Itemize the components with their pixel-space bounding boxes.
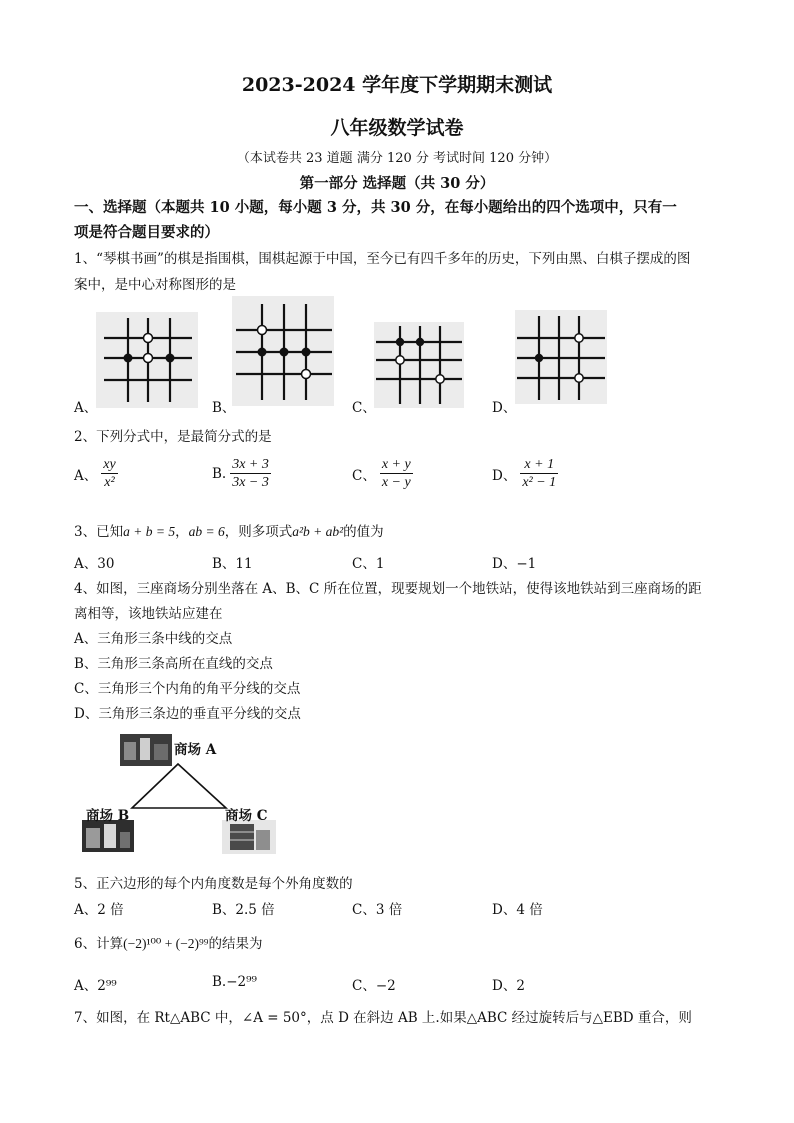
- q4-figure: [80, 728, 280, 856]
- q2-option-c: [352, 456, 413, 491]
- mall-triangle: [132, 764, 226, 808]
- q2-option-b: [212, 456, 271, 491]
- q1-line1: 1、“琴棋书画”的棋是指围棋，围棋起源于中国，至今已有四千多年的历史，下列由黑、白棋子摆成的图: [74, 251, 691, 267]
- q3-option-a: A、30: [74, 556, 115, 572]
- q5-option-a: A、2 倍: [74, 902, 124, 918]
- q2-a-den: x²: [104, 475, 115, 490]
- q5-stem: 5、正六边形的每个内角度数是每个外角度数的: [74, 876, 353, 892]
- white-stone: [575, 334, 583, 342]
- q4-option-c: C、三角形三个内角的角平分线的交点: [74, 681, 301, 697]
- q2-c-fraction: [380, 456, 413, 491]
- q2-b-fraction: [230, 456, 271, 491]
- go-board-d: [515, 310, 607, 404]
- go-board-a: [96, 312, 198, 408]
- black-stone: [416, 338, 424, 346]
- q2-stem: 2、下列分式中，是最简分式的是: [74, 429, 272, 445]
- q2-a-label: A、: [74, 467, 98, 484]
- go-board-b: [232, 296, 334, 406]
- q2-a-fraction: [101, 456, 117, 491]
- q3-cond2: ab = 6: [188, 524, 225, 539]
- mall-c-label: 商场 C: [225, 808, 268, 824]
- q4-option-a: A、三角形三条中线的交点: [74, 631, 233, 647]
- part1-heading: 第一部分 选择题（共 30 分）: [299, 175, 495, 192]
- exam-subtitle: 八年级数学试卷: [330, 117, 464, 139]
- q2-d-num: x + 1: [524, 457, 555, 472]
- mall-b-photo: [82, 820, 134, 852]
- q4-option-d: D、三角形三条边的垂直平分线的交点: [74, 706, 301, 722]
- black-stone: [280, 348, 289, 357]
- q2-a-num: xy: [103, 457, 116, 472]
- q3-expr: a²b + ab²: [292, 524, 344, 539]
- q1-line2: 案中，是中心对称图形的是: [74, 277, 236, 293]
- q2-b-num: 3x + 3: [232, 457, 269, 472]
- q6-option-b: B.−2⁹⁹: [212, 974, 257, 990]
- black-stone: [166, 354, 175, 363]
- white-stone: [396, 356, 404, 364]
- q4-line1: 4、如图，三座商场分别坐落在 A、B、C 所在位置，现要规划一个地铁站，使得该地铁站到三座商场的距: [74, 581, 702, 597]
- q4-option-b: B、三角形三条高所在直线的交点: [74, 656, 273, 672]
- q4-line2: 离相等，该地铁站应建在: [74, 606, 223, 622]
- q3-sep: ，: [175, 524, 189, 540]
- q6-pre: 6、计算: [74, 936, 124, 952]
- exam-info: （本试卷共 23 道题 满分 120 分 考试时间 120 分钟）: [236, 151, 558, 166]
- q3-pre: 3、已知: [74, 524, 124, 540]
- q3-mid: ，则多项式: [224, 524, 293, 540]
- q2-c-label: C、: [352, 467, 376, 484]
- q6-stem: [74, 932, 262, 952]
- q2-b-den: 3x − 3: [232, 475, 269, 490]
- q2-d-fraction: [520, 456, 558, 491]
- go-board-c: [374, 322, 464, 408]
- q2-option-d: [492, 456, 558, 491]
- white-stone: [575, 374, 583, 382]
- q6-option-c: C、−2: [352, 978, 396, 994]
- q2-c-den: x − y: [381, 475, 411, 490]
- black-stone: [258, 348, 267, 357]
- q2-option-a: [74, 456, 118, 491]
- q2-c-num: x + y: [381, 457, 411, 472]
- white-stone: [144, 354, 153, 363]
- black-stone: [535, 354, 543, 362]
- q5-option-d: D、4 倍: [492, 902, 543, 918]
- q2-d-den: x² − 1: [522, 475, 557, 490]
- q6-post: 的结果为: [208, 936, 263, 952]
- q5-option-c: C、3 倍: [352, 902, 403, 918]
- white-stone: [258, 326, 267, 335]
- q1-label-a: A、: [74, 400, 98, 416]
- q1-label-d: D、: [492, 400, 517, 416]
- white-stone: [302, 370, 311, 379]
- q6-option-d: D、2: [492, 978, 525, 994]
- mall-a-photo: [120, 734, 172, 766]
- q3-option-d: D、−1: [492, 556, 537, 572]
- q3-stem: [74, 520, 384, 540]
- q6-expr: (−2)¹⁰⁰ + (−2)⁹⁹: [123, 936, 209, 951]
- q7-line1: 7、如图，在 Rt△ABC 中，∠A = 50°，点 D 在斜边 AB 上.如果△ABC 经过旋转后与△EBD 重合，则: [74, 1010, 692, 1026]
- mall-a-label: 商场 A: [174, 742, 217, 758]
- q3-post: 的值为: [343, 524, 384, 540]
- section1-line1: 一、选择题（本题共 10 小题，每小题 3 分，共 30 分，在每小题给出的四个选项中，只有一: [74, 199, 677, 216]
- mall-b-label: 商场 B: [86, 808, 130, 824]
- black-stone: [302, 348, 311, 357]
- q2-d-label: D、: [492, 467, 517, 484]
- exam-title: 2023-2024 学年度下学期期末测试: [241, 74, 553, 96]
- q1-label-b: B、: [212, 400, 236, 416]
- q5-option-b: B、2.5 倍: [212, 902, 275, 918]
- mall-c-photo: [222, 820, 276, 854]
- section1-line2: 项是符合题目要求的）: [74, 224, 219, 241]
- q6-option-a: A、2⁹⁹: [74, 978, 117, 994]
- q3-option-c: C、1: [352, 556, 385, 572]
- black-stone: [124, 354, 133, 363]
- q3-option-b: B、11: [212, 556, 253, 572]
- q3-cond1: a + b = 5: [123, 524, 176, 539]
- white-stone: [144, 334, 153, 343]
- white-stone: [436, 375, 444, 383]
- q1-label-c: C、: [352, 400, 376, 416]
- black-stone: [396, 338, 404, 346]
- q2-b-label: B.: [212, 465, 227, 482]
